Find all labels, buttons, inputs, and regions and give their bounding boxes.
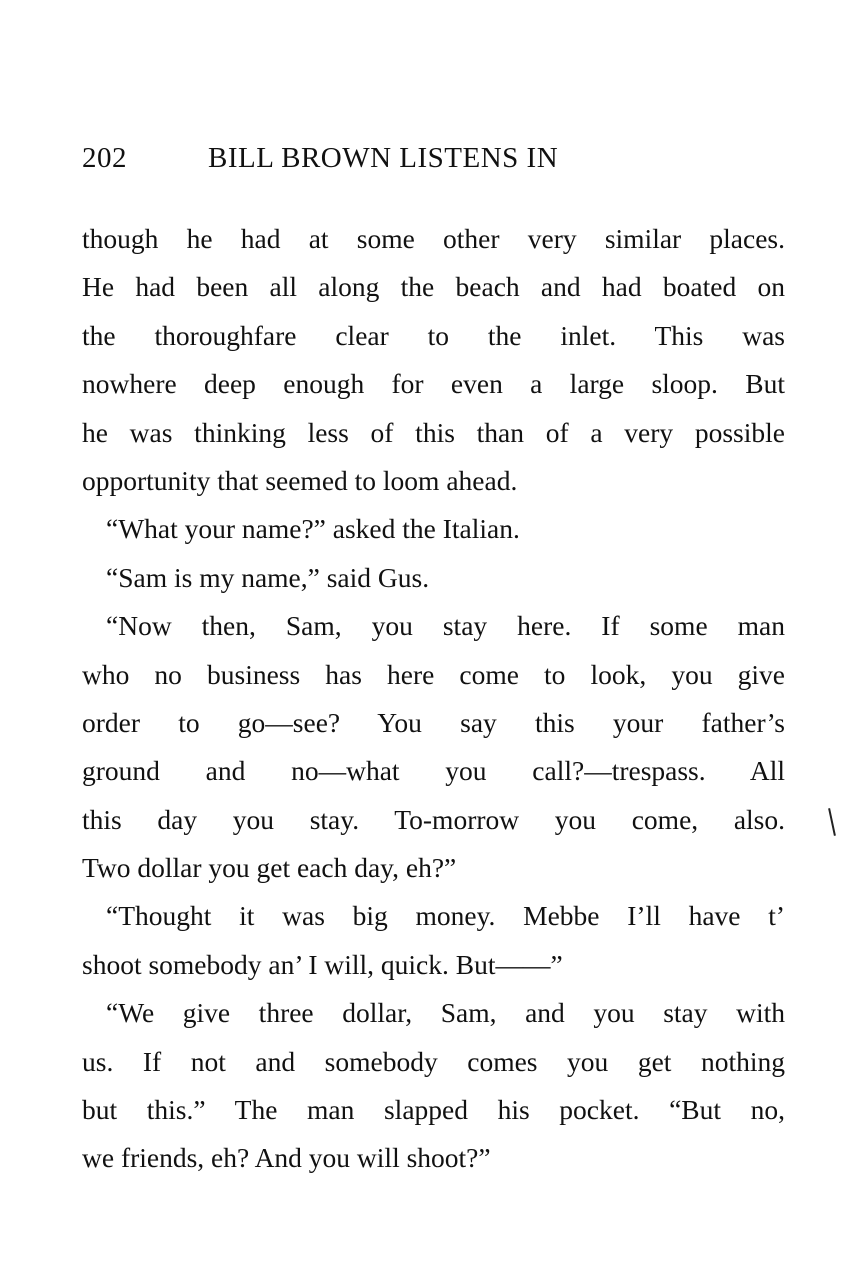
running-head — [82, 138, 785, 178]
text-line: “What your name?” asked the Italian. — [106, 513, 520, 545]
text-line: ground and no—what you call?—trespass. All — [82, 755, 785, 787]
text-line: we friends, eh? And you will shoot?” — [82, 1142, 491, 1174]
text-line: He had been all along the beach and had boated on — [82, 271, 785, 303]
text-line: nowhere deep enough for even a large sloop. But — [82, 368, 785, 400]
text-line: who no business has here come to look, you give — [82, 658, 785, 690]
text-line: this day you stay. To-morrow you come, also. — [82, 803, 785, 835]
text-line: opportunity that seemed to loom ahead. — [82, 464, 518, 496]
margin-mark — [828, 808, 836, 836]
text-line: “Sam is my name,” said Gus. — [106, 561, 430, 593]
text-line: shoot somebody an’ I will, quick. But——” — [82, 948, 563, 980]
body-text — [82, 215, 785, 1183]
text-line: “Thought it was big money. Mebbe I’ll have t’ — [106, 900, 785, 932]
text-line: the thoroughfare clear to the inlet. This was — [82, 319, 785, 351]
page-number: 202 — [82, 142, 127, 174]
text-line: though he had at some other very similar places. — [82, 223, 785, 254]
text-line: order to go—see? You say this your father’s — [82, 706, 785, 738]
text-line: Two dollar you get each day, eh?” — [82, 852, 457, 884]
text-line: us. If not and somebody comes you get nothing — [82, 1045, 785, 1077]
book-title: BILL BROWN LISTENS IN — [208, 142, 559, 174]
text-line: “We give three dollar, Sam, and you stay with — [106, 997, 785, 1029]
text-line: “Now then, Sam, you stay here. If some man — [106, 610, 785, 642]
text-line: but this.” The man slapped his pocket. “But no, — [82, 1094, 785, 1126]
text-line: he was thinking less of this than of a very possible — [82, 416, 785, 448]
